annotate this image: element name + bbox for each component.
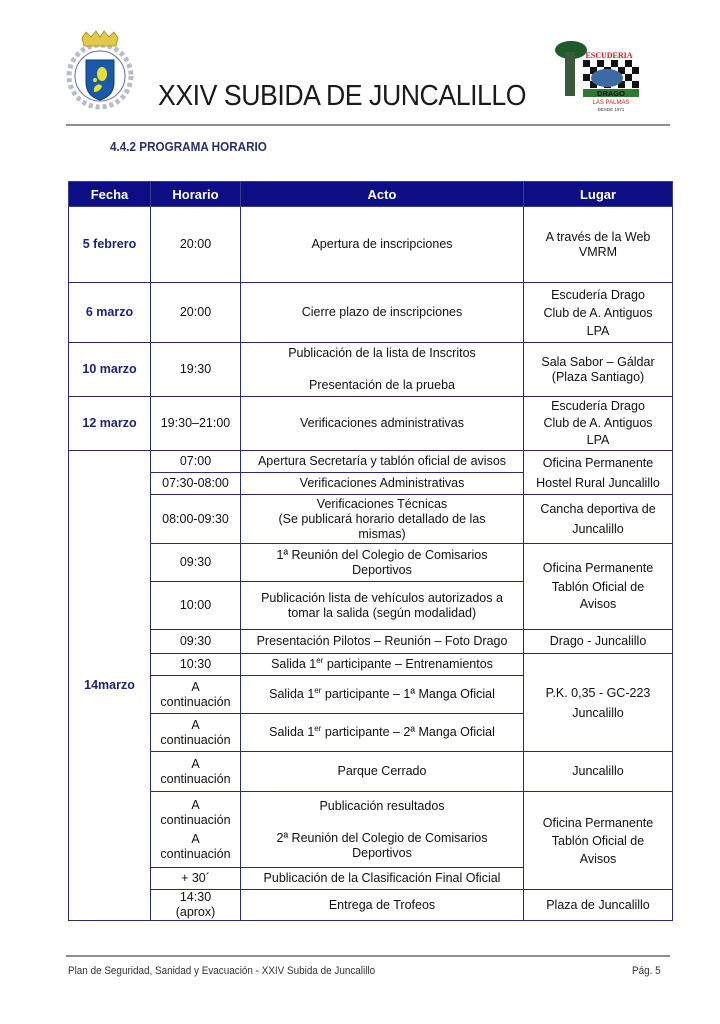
horario-line: continuación: [160, 846, 231, 861]
ordinal-superscript: er: [314, 685, 322, 695]
table-row: [69, 890, 673, 921]
lugar-line: Club de A. Antiguos: [543, 416, 653, 430]
lugar-cell: [524, 397, 673, 451]
acto-line: Presentación de la prueba: [309, 378, 455, 392]
acto-line: (Se publicará horario detallado de las: [278, 511, 486, 526]
acto-cell: [241, 582, 524, 630]
lugar-line: (Plaza Santiago): [551, 369, 645, 384]
footer-document-name: Plan de Seguridad, Sanidad y Evacuación - XXIV Subida de Juncalillo: [68, 965, 376, 977]
acto-line: 2ª Reunión del Colegio de Comisarios: [276, 830, 488, 845]
horario-line: A: [191, 756, 200, 771]
lugar-line: Oficina Permanente: [542, 455, 654, 470]
table-header-row: [69, 182, 673, 207]
acto-line: Publicación de la lista de Inscritos: [288, 346, 476, 360]
column-header-acto: Acto: [241, 182, 524, 207]
horario-cell: [151, 890, 241, 921]
acto-cell: [241, 792, 524, 868]
lugar-cell: [524, 451, 673, 495]
horario-line: continuación: [160, 732, 231, 747]
acto-cell: [241, 343, 524, 397]
table-row: [69, 397, 673, 451]
table-row: [69, 451, 673, 473]
lugar-line: Club de A. Antiguos: [543, 305, 653, 320]
lugar-cell: [524, 207, 673, 283]
table-row: [69, 654, 673, 676]
table-row: [69, 544, 673, 582]
table-row: [69, 752, 673, 792]
section-title: 4.4.2 PROGRAMA HORARIO: [110, 139, 267, 154]
lugar-cell: [524, 544, 673, 630]
fecha-cell: 12 marzo: [69, 397, 151, 451]
footer-divider: [66, 955, 670, 957]
lugar-line: Juncalillo: [572, 522, 624, 536]
acto-cell: Publicación de la Clasificación Final Oficial: [241, 868, 524, 890]
acto-cell: Entrega de Trofeos: [241, 890, 524, 921]
horario-cell: 19:30: [151, 343, 241, 397]
svg-text:DRAGO: DRAGO: [597, 89, 625, 98]
document-title: XXIV SUBIDA DE JUNCALILLO: [158, 80, 527, 112]
acto-line: mismas): [358, 526, 406, 541]
table-row: [69, 792, 673, 868]
lugar-cell: Plaza de Juncalillo: [524, 890, 673, 921]
acto-text: Salida 1: [271, 657, 317, 671]
horario-cell: 07:30-08:00: [151, 473, 241, 495]
acto-line: 1ª Reunión del Colegio de Comisarios: [276, 547, 488, 562]
acto-cell: [241, 654, 524, 676]
table-row: [69, 283, 673, 343]
lugar-line: P.K. 0,35 - GC-223: [545, 685, 651, 700]
lugar-cell: [524, 792, 673, 890]
horario-cell: 10:00: [151, 582, 241, 630]
acto-text: participante – 2ª Manga Oficial: [321, 725, 495, 739]
table-row: [69, 495, 673, 544]
lugar-line: VMRM: [578, 244, 618, 259]
lugar-cell: [524, 283, 673, 343]
acto-cell: [241, 676, 524, 714]
lugar-line: Cancha deportiva de: [540, 502, 656, 516]
acto-cell: [241, 714, 524, 752]
fecha-cell: 6 marzo: [69, 283, 151, 343]
acto-line: Publicación resultados: [319, 798, 445, 813]
fecha-cell: 14marzo: [69, 451, 151, 921]
horario-cell: 20:00: [151, 207, 241, 283]
horario-line: A: [191, 717, 200, 732]
lugar-line: LPA: [586, 323, 610, 338]
horario-cell: 08:00-09:30: [151, 495, 241, 544]
lugar-line: Tablón Oficial de: [551, 833, 645, 848]
horario-cell: 10:30: [151, 654, 241, 676]
lugar-line: Avisos: [579, 851, 617, 866]
acto-cell: Cierre plazo de inscripciones: [241, 283, 524, 343]
horario-cell: 07:00: [151, 451, 241, 473]
acto-text: Salida 1: [269, 687, 315, 701]
ordinal-superscript: er: [316, 655, 324, 665]
lugar-line: Tablón Oficial de: [551, 580, 645, 594]
page-number: Pág. 5: [632, 965, 661, 977]
column-header-lugar: Lugar: [524, 182, 673, 207]
acto-line: Deportivos: [352, 562, 412, 577]
acto-cell: Apertura Secretaría y tablón oficial de avisos: [241, 451, 524, 473]
acto-line: Publicación lista de vehículos autorizados a: [261, 590, 503, 605]
lugar-line: Sala Sabor – Gáldar: [541, 354, 655, 369]
horario-line: continuación: [160, 694, 231, 709]
header-divider: [66, 124, 670, 126]
acto-cell: Parque Cerrado: [241, 752, 524, 792]
acto-cell: Presentación Pilotos – Reunión – Foto Drago: [241, 630, 524, 654]
horario-cell: 09:30: [151, 630, 241, 654]
horario-cell: [151, 752, 241, 792]
horario-line: continuación: [160, 771, 231, 786]
lugar-line: Escudería Drago: [551, 287, 645, 302]
acto-text: Salida 1: [269, 725, 315, 739]
lugar-cell: [524, 343, 673, 397]
lugar-line: Oficina Permanente: [542, 561, 654, 575]
acto-cell: Apertura de inscripciones: [241, 207, 524, 283]
horario-cell: 09:30: [151, 544, 241, 582]
federation-logo: [64, 30, 136, 110]
lugar-line: Juncalillo: [572, 705, 624, 720]
drago-tree-car-icon: [553, 40, 643, 112]
column-header-fecha: Fecha: [69, 182, 151, 207]
acto-line: Deportivos: [352, 845, 412, 860]
lugar-line: LPA: [586, 433, 610, 447]
fecha-cell: 10 marzo: [69, 343, 151, 397]
acto-cell: Verificaciones administrativas: [241, 397, 524, 451]
horario-cell: [151, 792, 241, 868]
acto-line: tomar la salida (según modalidad): [287, 605, 477, 620]
acto-cell: Verificaciones Administrativas: [241, 473, 524, 495]
lugar-line: Oficina Permanente: [542, 815, 654, 830]
svg-text:ESCUDERIA: ESCUDERIA: [585, 51, 633, 60]
svg-text:LAS PALMAS: LAS PALMAS: [592, 100, 630, 106]
lugar-cell: [524, 495, 673, 544]
federation-emblem-icon: [64, 30, 136, 110]
horario-line: A: [191, 797, 200, 812]
table-row: [69, 630, 673, 654]
column-header-horario: Horario: [151, 182, 241, 207]
schedule-table: [68, 181, 673, 921]
lugar-cell: Juncalillo: [524, 752, 673, 792]
horario-line: continuación: [160, 812, 231, 827]
horario-cell: + 30´: [151, 868, 241, 890]
table-row: [69, 207, 673, 283]
lugar-line: A través de la Web: [545, 229, 651, 244]
lugar-line: Hostel Rural Juncalillo: [536, 475, 660, 490]
horario-cell: 20:00: [151, 283, 241, 343]
horario-cell: [151, 676, 241, 714]
horario-line: (aprox): [175, 905, 216, 919]
horario-cell: 19:30–21:00: [151, 397, 241, 451]
horario-line: A: [191, 679, 200, 694]
lugar-cell: [524, 654, 673, 752]
acto-cell: [241, 495, 524, 544]
horario-line: A: [191, 831, 200, 846]
escuderia-drago-logo: [553, 40, 643, 112]
acto-text: participante – 1ª Manga Oficial: [321, 687, 495, 701]
horario-line: 14:30: [179, 890, 212, 904]
lugar-line: Avisos: [579, 597, 617, 611]
ordinal-superscript: er: [314, 723, 322, 733]
fecha-cell: 5 febrero: [69, 207, 151, 283]
table-row: [69, 343, 673, 397]
lugar-line: Escudería Drago: [551, 399, 645, 413]
horario-cell: [151, 714, 241, 752]
svg-text:DESDE 1971: DESDE 1971: [597, 107, 625, 112]
acto-text: participante – Entrenamientos: [323, 657, 493, 671]
acto-cell: [241, 544, 524, 582]
acto-line: Verificaciones Técnicas: [316, 496, 448, 511]
lugar-cell: Drago - Juncalillo: [524, 630, 673, 654]
